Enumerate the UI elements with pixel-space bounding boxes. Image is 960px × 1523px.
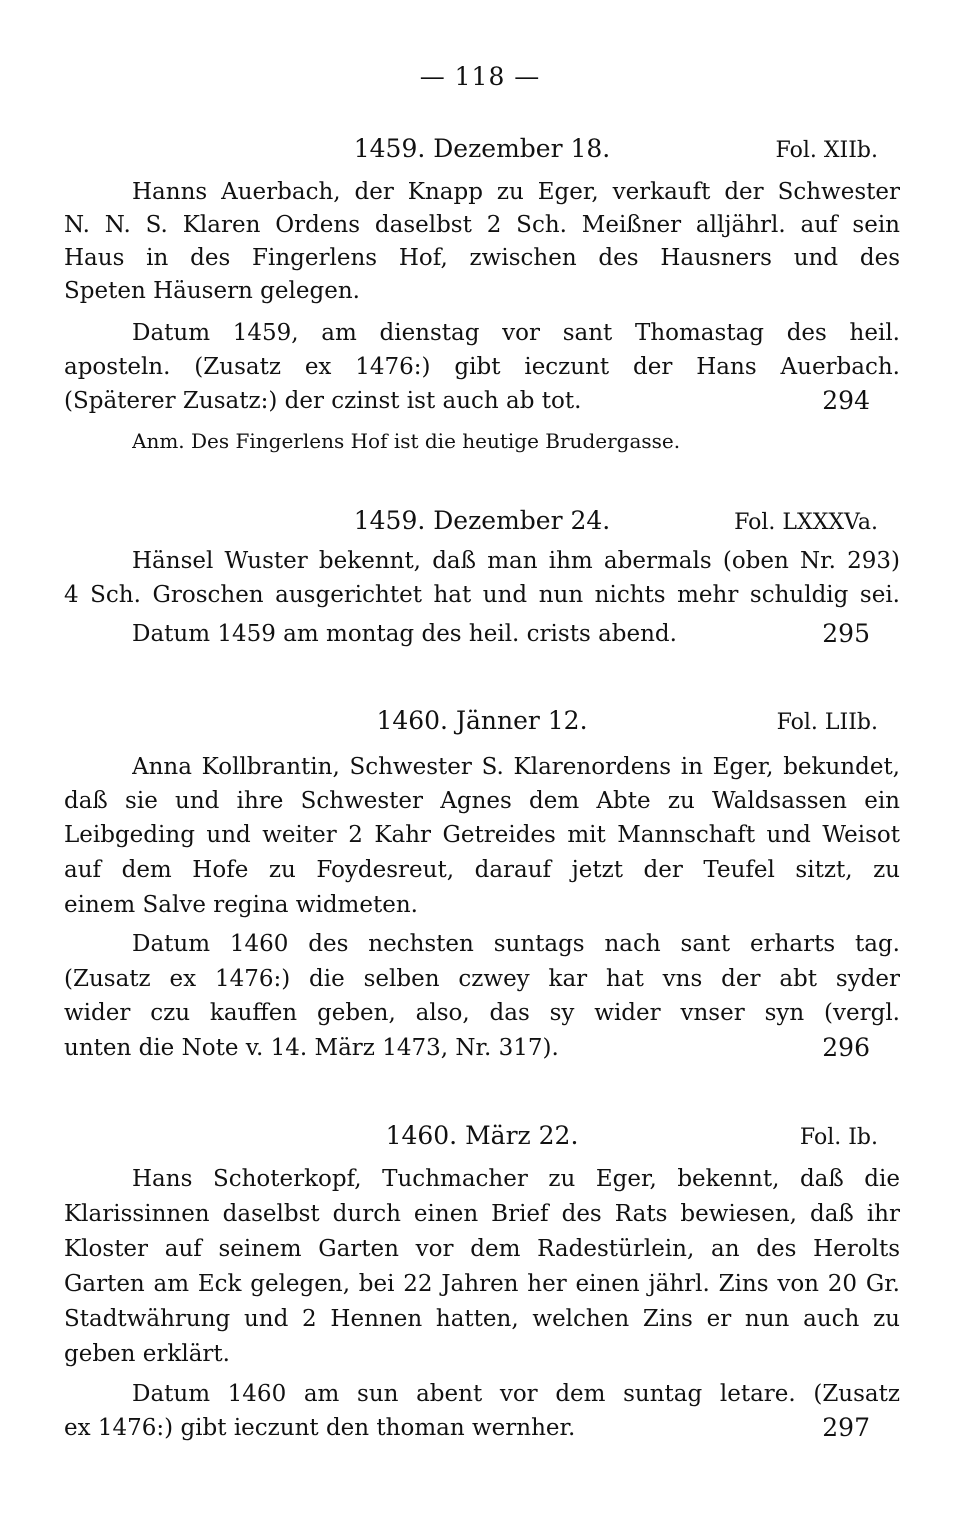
text-line: Kloster auf seinem Garten vor dem Radestürlein, an des Herolts	[64, 1236, 900, 1262]
entry-header	[64, 134, 900, 170]
text-line: (Späterer Zusatz:) der czinst ist auch ab tot.	[64, 388, 582, 414]
document-number: 296	[822, 1033, 870, 1062]
annotation-note: Anm. Des Fingerlens Hof ist die heutige Brudergasse.	[132, 429, 681, 453]
entry-header	[64, 1121, 900, 1157]
text-line: Datum 1459 am montag des heil. crists abend.	[132, 621, 677, 647]
folio-reference: Fol. LXXXVa.	[734, 510, 878, 535]
entry-date: 1459. Dezember 24.	[353, 506, 611, 535]
entry-date: 1460. März 22.	[385, 1121, 579, 1150]
document-number: 297	[822, 1413, 870, 1442]
text-line: Leibgeding und weiter 2 Kahr Getreides mit Mannschaft und Weisot	[64, 822, 900, 848]
entry-date: 1459. Dezember 18.	[353, 134, 611, 163]
document-number: 295	[822, 619, 870, 648]
text-line: Hans Schoterkopf, Tuchmacher zu Eger, bekennt, daß die	[132, 1166, 900, 1192]
text-line: Stadtwährung und 2 Hennen hatten, welchen Zins er nun auch zu	[64, 1306, 900, 1332]
text-line: Hänsel Wuster bekennt, daß man ihm abermals (oben Nr. 293)	[132, 548, 900, 574]
text-line: Haus in des Fingerlens Hof, zwischen des Hausners und des	[64, 245, 900, 271]
text-line: Klarissinnen daselbst durch einen Brief des Rats bewiesen, daß ihr	[64, 1201, 900, 1227]
text-line: auf dem Hofe zu Foydesreut, darauf jetzt der Teufel sitzt, zu	[64, 857, 900, 883]
text-line: einem Salve regina widmeten.	[64, 892, 418, 918]
folio-reference: Fol. LIIb.	[776, 710, 878, 735]
text-line: Datum 1460 am sun abent vor dem suntag letare. (Zusatz	[132, 1381, 900, 1407]
text-line: Hanns Auerbach, der Knapp zu Eger, verkauft der Schwester	[132, 179, 900, 205]
text-line: (Zusatz ex 1476:) die selben czwey kar hat vns der abt syder	[64, 966, 900, 992]
folio-reference: Fol. XIIb.	[775, 138, 878, 163]
text-line: wider czu kauffen geben, also, das sy wider vnser syn (vergl.	[64, 1000, 900, 1026]
text-line: daß sie und ihre Schwester Agnes dem Abte zu Waldsassen ein	[64, 788, 900, 814]
entry-header	[64, 706, 900, 742]
text-line: ex 1476:) gibt ieczunt den thoman wernher.	[64, 1415, 576, 1441]
text-line: Datum 1460 des nechsten suntags nach sant erharts tag.	[132, 931, 900, 957]
text-line: Garten am Eck gelegen, bei 22 Jahren her einen jährl. Zins von 20 Gr.	[64, 1271, 900, 1297]
document-number: 294	[822, 386, 870, 415]
folio-reference: Fol. Ib.	[799, 1125, 878, 1150]
entry-header	[64, 506, 900, 542]
text-line: geben erklärt.	[64, 1341, 230, 1367]
entry-date: 1460. Jänner 12.	[376, 706, 588, 735]
text-line: N. N. S. Klaren Ordens daselbst 2 Sch. Meißner alljährl. auf sein	[64, 212, 900, 238]
text-line: 4 Sch. Groschen ausgerichtet hat und nun nichts mehr schuldig sei.	[64, 582, 900, 608]
text-line: Datum 1459, am dienstag vor sant Thomastag des heil.	[132, 320, 900, 346]
page-number: — 118 —	[419, 62, 541, 91]
text-line: unten die Note v. 14. März 1473, Nr. 317).	[64, 1035, 559, 1061]
text-line: aposteln. (Zusatz ex 1476:) gibt ieczunt der Hans Auerbach.	[64, 354, 900, 380]
text-line: Anna Kollbrantin, Schwester S. Klarenordens in Eger, bekundet,	[132, 754, 900, 780]
text-line: Speten Häusern gelegen.	[64, 278, 360, 304]
